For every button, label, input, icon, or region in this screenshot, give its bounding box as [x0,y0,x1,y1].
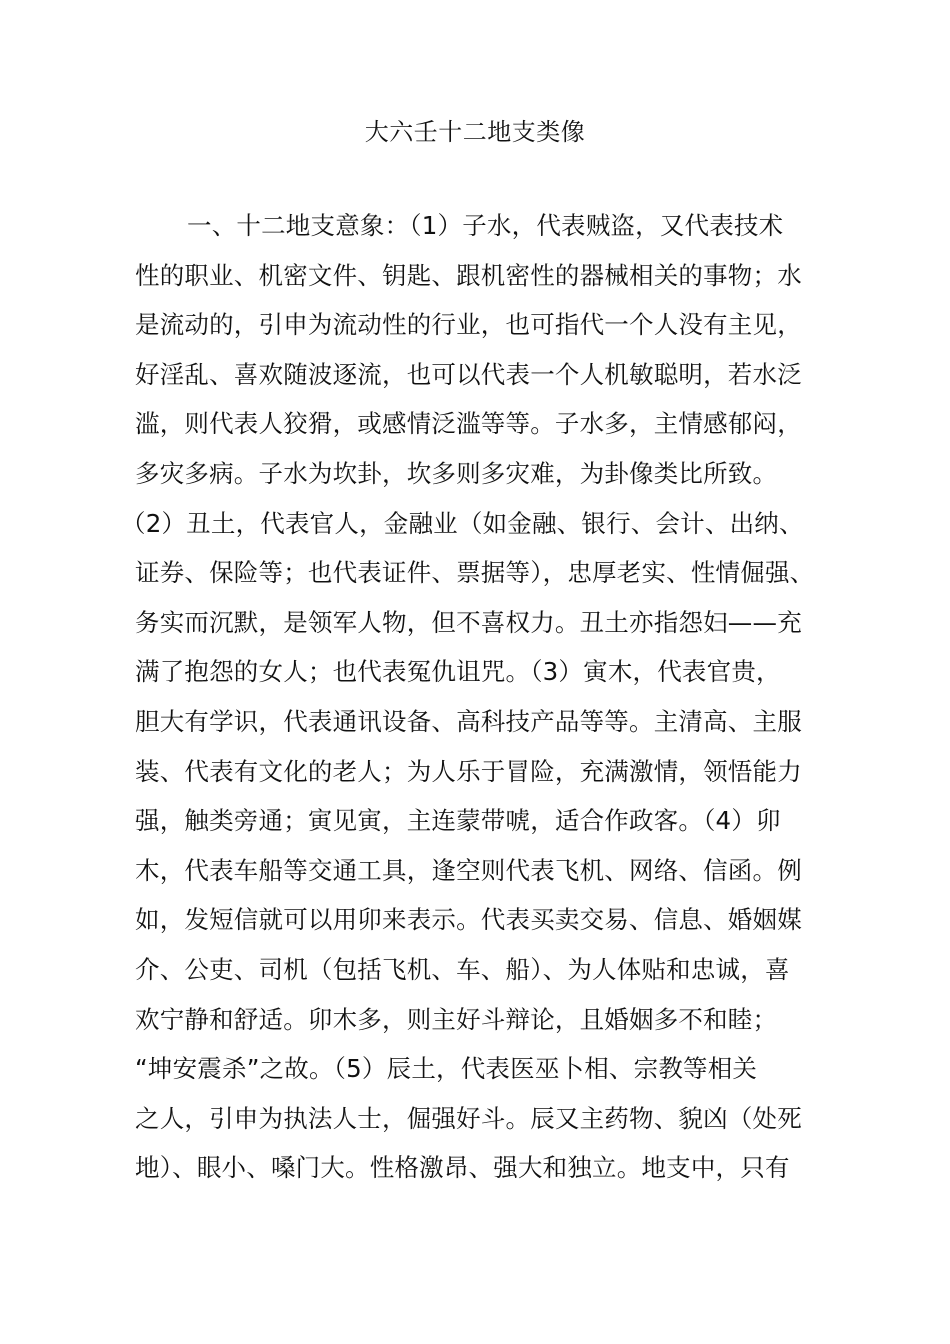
document-body [121,206,825,1198]
paragraph-line: 木，代表车船等交通工具，逢空则代表飞机、网络、信函。例 [135,855,802,885]
paragraph-line: 好淫乱、喜欢随波逐流，也可以代表一个人机敏聪明，若水泛 [135,359,802,389]
paragraph-line: 多灾多病。子水为坎卦，坎多则多灾难，为卦像类比所致。 [135,458,778,488]
paragraph-line: 地）、眼小、嗓门大。性格激昂、强大和独立。地支中，只有 [135,1153,790,1183]
paragraph-line: “坤安震杀”之故。（5）辰土，代表医巫卜相、宗教等相关 [135,1054,758,1084]
paragraph-line: 性的职业、机密文件、钥匙、跟机密性的器械相关的事物；水 [135,260,802,290]
paragraph-line: 如，发短信就可以用卯来表示。代表买卖交易、信息、婚姻媒 [135,905,802,935]
document-title: 大六壬十二地支类像 [364,118,586,146]
paragraph-line: 装、代表有文化的老人；为人乐于冒险，充满激情，领悟能力 [135,756,802,786]
paragraph-line: 之人，引申为执法人士，倔强好斗。辰又主药物、貌凶（处死 [135,1103,802,1133]
paragraph-line: 强，触类旁通；寅见寅，主连蒙带唬，适合作政客。（4）卯 [135,806,781,836]
paragraph-line: 胆大有学识，代表通讯设备、高科技产品等等。主清高、主服 [135,706,802,736]
paragraph-line: 务实而沉默，是领军人物，但不喜权力。丑土亦指怨妇——充 [135,607,802,637]
paragraph-line: 滥，则代表人狡猾，或感情泛滥等等。子水多，主情感郁闷， [135,409,802,439]
paragraph-line: 欢宁静和舒适。卯木多，则主好斗辩论，且婚姻多不和睦； [135,1004,778,1034]
paragraph-line: （2）丑土，代表官人，金融业（如金融、银行、会计、出纳、 [121,508,804,538]
paragraph-line: 一、十二地支意象：（1）子水，代表贼盗，又代表技术 [187,211,784,240]
paragraph-line: 证券、保险等；也代表证件、票据等），忠厚老实、性情倔强、 [135,558,815,588]
paragraph-line: 介、公吏、司机（包括飞机、车、船）、为人体贴和忠诚，喜 [135,954,790,984]
paragraph-line: 满了抱怨的女人；也代表冤仇诅咒。（3）寅木，代表官贵， [135,657,781,687]
paragraph-line: 是流动的，引申为流动性的行业，也可指代一个人没有主见， [135,310,802,340]
